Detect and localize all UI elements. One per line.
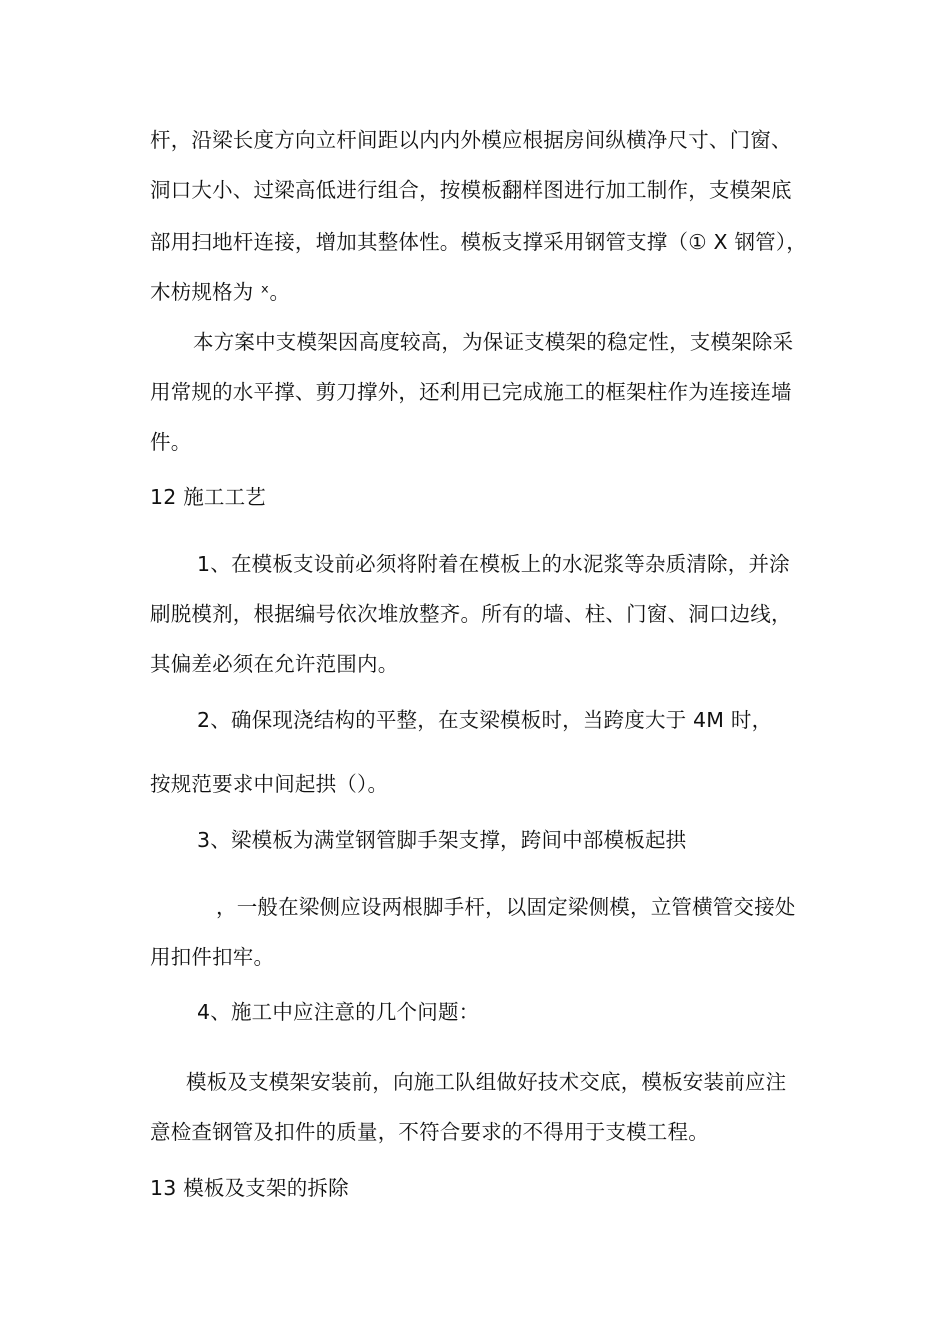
- paragraph-3-line-1: 模板及支模架安装前，向施工队组做好技术交底，模板安装前应注: [186, 1070, 787, 1094]
- section-13-title: 13 模板及支架的拆除: [150, 1176, 349, 1200]
- item-3-line-3: 用扣件扣牢。: [150, 945, 275, 969]
- paragraph-2-line-1: 本方案中支模架因高度较高，为保证支模架的稳定性，支模架除采: [193, 330, 794, 354]
- paragraph-2-line-3: 件。: [150, 430, 192, 454]
- paragraph-1-line-1: 杆，沿梁长度方向立杆间距以内内外模应根据房间纵横净尺寸、门窗、: [150, 128, 792, 152]
- item-2-line-1: 2、确保现浇结构的平整，在支梁模板时，当跨度大于 4M 时，: [197, 708, 773, 732]
- item-1-line-2: 刷脱模剂，根据编号依次堆放整齐。所有的墙、柱、门窗、洞口边线，: [150, 602, 792, 626]
- paragraph-1-line-2: 洞口大小、过梁高低进行组合，按模板翻样图进行加工制作，支模架底: [150, 178, 792, 202]
- item-1-line-3: 其偏差必须在允许范围内。: [150, 652, 399, 676]
- paragraph-1-line-4: 木枋规格为 ˣ。: [150, 280, 291, 304]
- section-12-title: 12 施工工艺: [150, 485, 267, 509]
- paragraph-2-line-2: 用常规的水平撑、剪刀撑外，还利用已完成施工的框架柱作为连接连墙: [150, 380, 792, 404]
- item-2-line-2: 按规范要求中间起拱（）。: [150, 772, 389, 796]
- paragraph-3-line-2: 意检查钢管及扣件的质量，不符合要求的不得用于支模工程。: [150, 1120, 709, 1144]
- paragraph-1-line-3: 部用扫地杆连接，增加其整体性。模板支撑采用钢管支撑（① X 钢管），: [150, 230, 808, 254]
- item-1-line-1: 1、在模板支设前必须将附着在模板上的水泥浆等杂质清除，并涂: [197, 552, 790, 576]
- item-3-line-1: 3、梁模板为满堂钢管脚手架支撑，跨间中部模板起拱: [197, 828, 687, 852]
- item-3-line-2: ，一般在梁侧应设两根脚手杆，以固定梁侧模，立管横管交接处: [216, 895, 796, 919]
- item-4-line-1: 4、施工中应注意的几个问题：: [197, 1000, 480, 1024]
